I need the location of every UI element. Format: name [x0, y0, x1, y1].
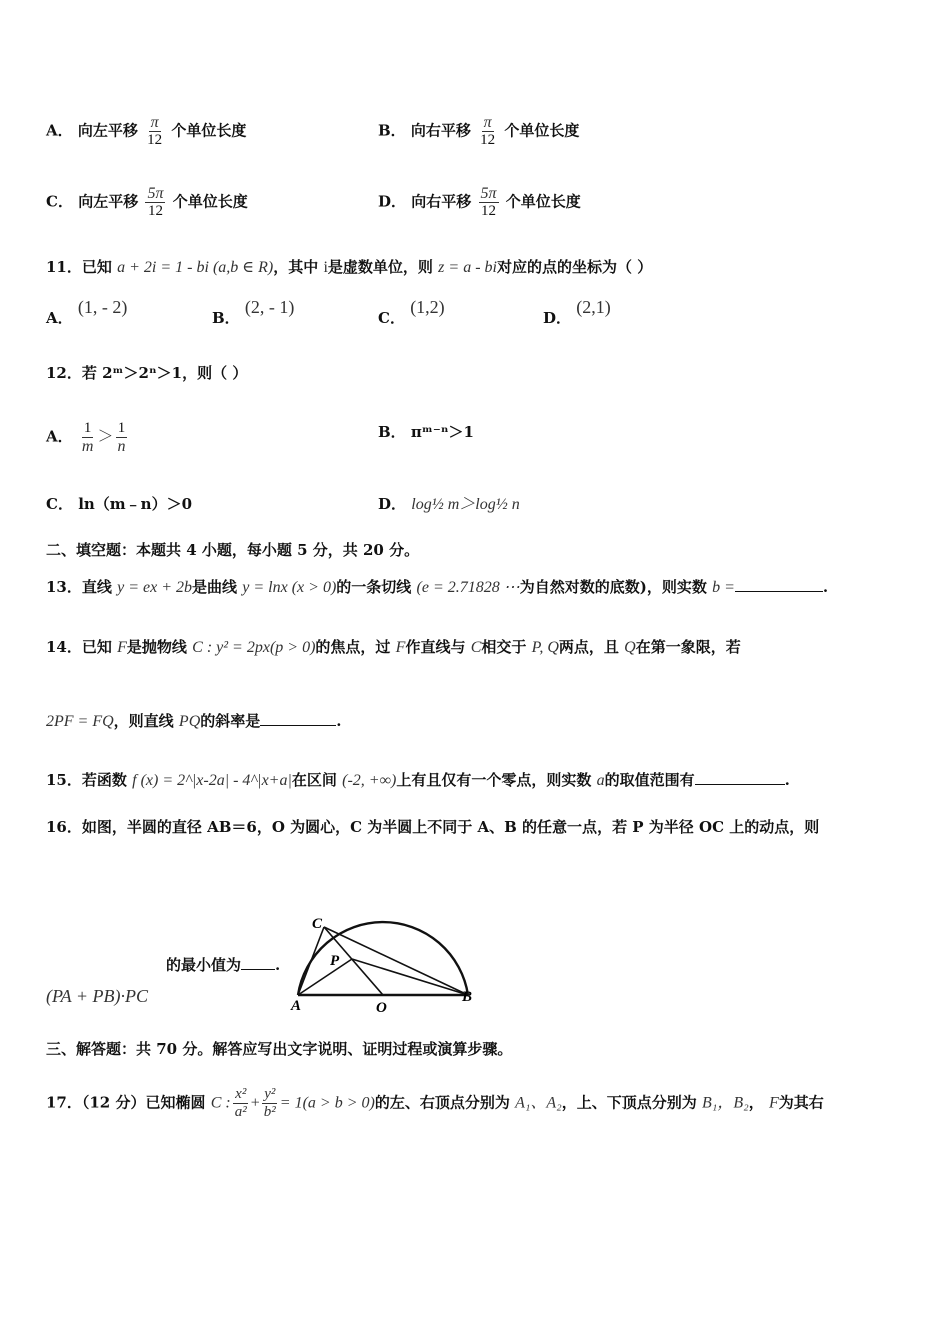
stem-text: 的取值范围有	[604, 771, 695, 789]
q10-option-c	[46, 185, 248, 220]
math-expression: a	[596, 772, 605, 789]
option-text: 向左平移	[78, 192, 139, 211]
q11-option-a	[46, 297, 128, 328]
question-number: 15．	[46, 771, 82, 789]
q16-expression	[46, 986, 148, 1007]
denominator: 12	[480, 132, 496, 148]
semicircle-arc	[298, 922, 468, 995]
greater-than: ＞	[97, 428, 114, 446]
option-letter: D．	[543, 309, 572, 327]
q16-stem: 16．如图，半圆的直径 AB＝6，O 为圆心，C 为半圆上不同于 A、B 的任意一点，若 P 为半径 OC 上的动点，则	[46, 818, 820, 836]
stem-text: 作直线与	[405, 638, 466, 656]
stem-text: 是虚数单位，则	[327, 258, 433, 276]
question-number: 17．	[46, 1093, 82, 1112]
q10-option-a	[46, 114, 246, 149]
stem-text: 是抛物线	[126, 638, 187, 656]
math-expression: f (x) = 2^|x-2a| - 4^|x+a|	[132, 772, 292, 789]
stem-text: 两点，且	[558, 638, 619, 656]
fraction	[145, 185, 165, 220]
q11-option-c	[378, 297, 445, 328]
q10-option-d	[378, 185, 581, 220]
stem-text: 是曲线	[192, 578, 238, 596]
denominator: b²	[263, 1104, 276, 1120]
option-letter: C．	[46, 192, 73, 211]
option-letter: C．	[378, 309, 405, 327]
q12-option-a	[46, 420, 129, 455]
fraction	[80, 420, 96, 455]
fraction	[262, 1086, 278, 1121]
segment-cb	[324, 927, 468, 995]
denominator: 12	[147, 132, 163, 148]
label-o: O	[376, 1000, 387, 1016]
option-value: log½ m＞log½ n	[411, 496, 520, 513]
numerator: 5π	[147, 185, 164, 202]
math-expression: y = lnx (x > 0)	[242, 579, 337, 596]
q10-option-b	[378, 114, 579, 149]
segment-pb	[352, 959, 468, 995]
stem-text: ，其中	[273, 258, 319, 276]
answer-blank[interactable]	[260, 725, 336, 726]
math-expression: P, Q	[531, 639, 559, 656]
math-expression: a + 2i = 1 - bi (a,b ∈ R)	[117, 259, 274, 276]
stem-text: 的左、右顶点分别为	[374, 1093, 510, 1112]
stem-text: 在第一象限，若	[635, 638, 741, 656]
option-letter: C．	[46, 495, 73, 513]
question-number: 11．	[46, 258, 82, 276]
option-text: 个单位长度	[172, 192, 248, 211]
answer-blank[interactable]	[695, 784, 785, 785]
section-heading: 三、解答题：共 70 分。解答应写出文字说明、证明过程或演算步骤。	[46, 1040, 513, 1058]
numerator: π	[483, 114, 492, 131]
q16-tail	[166, 955, 280, 975]
fraction	[115, 420, 127, 455]
option-letter: B．	[212, 309, 240, 327]
stem-text: 已知椭圆	[145, 1093, 206, 1112]
q11-option-b	[212, 297, 295, 328]
stem-text: .	[784, 771, 790, 789]
numerator: 1	[117, 420, 126, 436]
option-value: (2, - 1)	[244, 297, 295, 317]
math-expression: = 1(a > b > 0)	[279, 1094, 375, 1112]
math-expression: C : y² = 2px(p > 0)	[192, 639, 316, 656]
option-value: (1, - 2)	[77, 297, 128, 317]
option-value: ln（m﹣n）＞0	[78, 495, 193, 513]
stem-text: 已知	[81, 258, 112, 276]
numerator: y²	[264, 1086, 276, 1102]
semicircle-figure	[290, 900, 490, 1016]
segment-pa	[298, 959, 352, 995]
math-expression: 2PF = FQ	[46, 713, 114, 730]
q12-option-d	[378, 494, 520, 515]
option-text: 个单位长度	[505, 192, 581, 211]
stem-text: 的一条切线	[336, 578, 412, 596]
math-expression: F	[395, 639, 406, 656]
option-letter: B．	[378, 121, 406, 140]
option-text: 个单位长度	[504, 121, 580, 140]
stem-text: 在区间	[291, 771, 337, 789]
stem-text: .	[822, 578, 829, 596]
math-expression: C	[470, 639, 482, 656]
option-value: πᵐ⁻ⁿ＞1	[410, 423, 474, 441]
option-text: 向右平移	[411, 192, 472, 211]
math-expression: PQ	[178, 713, 201, 730]
denominator: n	[117, 438, 126, 455]
denominator: a²	[234, 1104, 247, 1120]
option-letter: B．	[378, 423, 406, 441]
q15-stem	[46, 770, 790, 791]
math-expression: i	[323, 259, 328, 276]
q12-stem: 12．若 2ᵐ＞2ⁿ＞1，则（ ）	[46, 364, 248, 382]
fraction	[478, 114, 497, 149]
q14-stem	[46, 637, 741, 658]
option-letter: A．	[46, 427, 73, 446]
score-label: （12 分）	[81, 1093, 146, 1112]
stem-text: 为自然对数的底数)，则实数	[519, 578, 707, 596]
option-text: 向左平移	[77, 121, 138, 140]
math-expression: (-2, +∞)	[342, 772, 397, 789]
math-expression: y = ex + 2b	[117, 579, 193, 596]
math-expression: F	[117, 639, 127, 656]
stem-text: 的最小值为	[166, 956, 242, 974]
option-value: (1,2)	[410, 297, 445, 317]
option-letter: A．	[46, 121, 73, 140]
stem-text: ，则直线	[113, 712, 174, 730]
stem-text: 已知	[81, 638, 112, 656]
math-expression: C :	[210, 1094, 231, 1112]
answer-blank[interactable]	[735, 591, 823, 592]
fraction	[145, 114, 164, 149]
label-p: P	[330, 953, 340, 969]
option-value: (2,1)	[576, 297, 611, 317]
stem-text: .	[275, 956, 281, 974]
math-expression: (PA + PB)·PC	[46, 986, 148, 1006]
section-heading: 二、填空题：本题共 4 小题，每小题 5 分，共 20 分。	[46, 541, 420, 559]
label-c: C	[312, 916, 323, 932]
math-expression: B₁，B₂	[702, 1094, 749, 1112]
math-expression: A₁、A₂	[515, 1094, 562, 1112]
stem-text: 上有且仅有一个零点，则实数	[396, 771, 592, 789]
math-expression: Q	[624, 639, 636, 656]
segment-ca	[298, 927, 324, 995]
question-number: 13．	[46, 578, 82, 596]
stem-text: 相交于	[481, 638, 527, 656]
stem-text: 的焦点，过	[315, 638, 391, 656]
denominator: 12	[147, 203, 163, 219]
stem-text: .	[336, 712, 342, 730]
option-text: 向右平移	[410, 121, 471, 140]
math-expression: F	[768, 1094, 779, 1112]
stem-text: 的斜率是	[200, 712, 261, 730]
q11-stem	[46, 257, 652, 278]
q12-option-c	[46, 494, 192, 514]
option-letter: D．	[378, 192, 407, 211]
q11-option-d	[543, 297, 611, 328]
numerator: 1	[83, 420, 92, 436]
stem-text: 对应的点的坐标为（ ）	[496, 258, 653, 276]
stem-text: 直线	[81, 578, 112, 596]
answer-blank[interactable]	[241, 969, 275, 970]
numerator: x²	[235, 1086, 247, 1102]
fraction	[233, 1086, 249, 1121]
numerator: 5π	[480, 185, 497, 202]
plus-sign: +	[250, 1094, 260, 1112]
numerator: π	[150, 114, 159, 131]
stem-text: ，上、下顶点分别为	[561, 1093, 697, 1112]
q17-stem	[46, 1086, 824, 1121]
option-letter: A．	[46, 309, 73, 327]
q13-stem	[46, 577, 828, 598]
stem-text: ，	[748, 1093, 764, 1112]
denominator: 12	[481, 203, 496, 219]
label-a: A	[291, 998, 302, 1014]
option-text: 个单位长度	[171, 121, 247, 140]
math-expression: z = a - bi	[438, 259, 497, 276]
label-b: B	[462, 989, 473, 1005]
q12-option-b	[378, 422, 474, 442]
stem-text: 为其右	[778, 1093, 824, 1112]
math-expression: b =	[712, 579, 735, 596]
math-expression: (e = 2.71828 ⋯	[416, 579, 520, 596]
option-letter: D．	[378, 495, 407, 513]
q14-stem-continued	[46, 711, 342, 732]
fraction	[479, 185, 499, 220]
denominator: m	[81, 438, 94, 455]
stem-text: 若函数	[81, 771, 127, 789]
question-number: 14．	[46, 638, 82, 656]
